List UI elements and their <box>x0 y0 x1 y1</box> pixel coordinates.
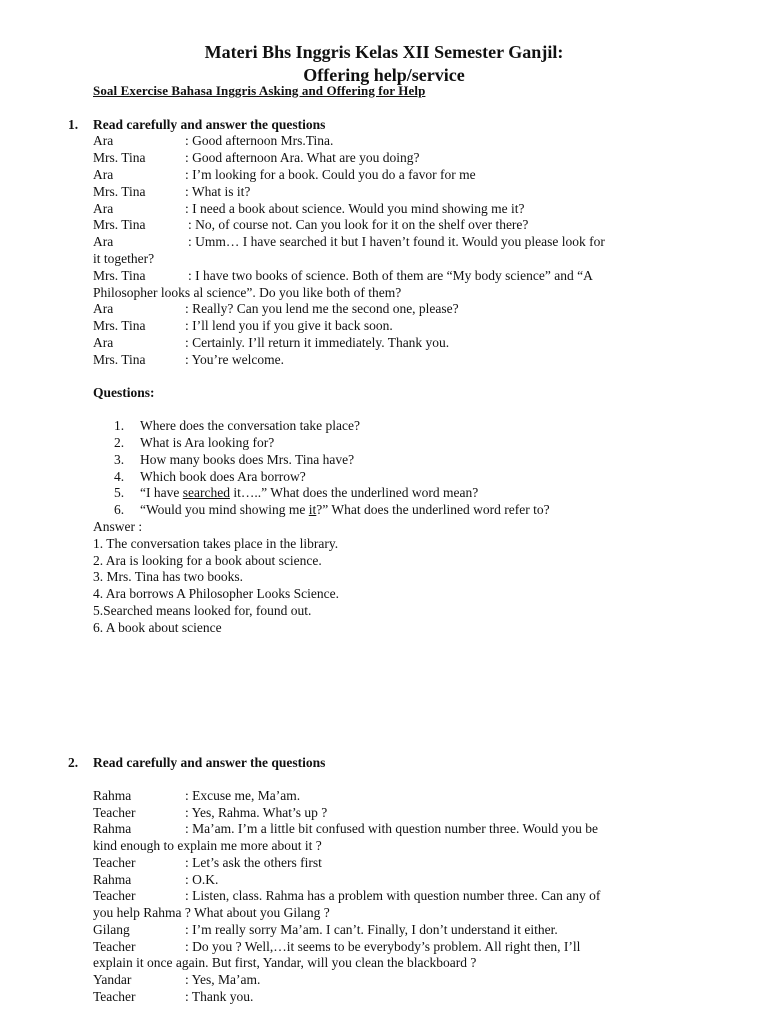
dialogue-speaker: Teacher <box>93 939 136 954</box>
answer-item: 5.Searched means looked for, found out. <box>93 603 312 618</box>
dialogue-speaker: Ara <box>93 133 114 148</box>
page-title-line2: Offering help/service <box>303 65 465 85</box>
dialogue-continuation: explain it once again. But first, Yandar, will you clean the blackboard ? <box>93 955 477 970</box>
answer-item: 4. Ara borrows A Philosopher Looks Science. <box>93 586 339 601</box>
dialogue-line: : I need a book about science. Would you mind showing me it? <box>185 201 525 216</box>
dialogue-line: : Certainly. I’ll return it immediately. Thank you. <box>185 335 450 350</box>
question-number: 4. <box>114 469 125 484</box>
dialogue-line: : Let’s ask the others first <box>185 855 322 870</box>
dialogue-line: : You’re welcome. <box>185 352 284 367</box>
question-number: 2. <box>114 435 125 450</box>
dialogue-speaker: Mrs. Tina <box>93 150 146 165</box>
dialogue-speaker: Teacher <box>93 805 136 820</box>
dialogue-line: : Good afternoon Mrs.Tina. <box>185 133 334 148</box>
dialogue-speaker: Mrs. Tina <box>93 217 146 232</box>
question-text-pre: “Would you mind showing me <box>140 502 309 517</box>
dialogue-line: : Listen, class. Rahma has a problem with question number three. Can any of <box>185 888 601 903</box>
dialogue-line: : Umm… I have searched it but I haven’t found it. Would you please look for <box>188 234 605 249</box>
answer-item: 6. A book about science <box>93 620 222 635</box>
question-number: 1. <box>114 418 125 433</box>
section-2-heading <box>68 755 325 771</box>
dialogue-line: : I have two books of science. Both of them are “My body science” and “A <box>188 268 593 283</box>
dialogue-speaker: Ara <box>93 167 114 182</box>
question-number: 6. <box>114 502 125 517</box>
dialogue-speaker: Yandar <box>93 972 132 987</box>
question-text-post: it…..” What does the underlined word mean? <box>229 485 479 500</box>
dialogue-speaker: Ara <box>93 335 114 350</box>
dialogue-continuation: it together? <box>93 251 155 266</box>
dialogue-line: : Excuse me, Ma’am. <box>185 788 301 803</box>
dialogue-continuation: Philosopher looks al science”. Do you like both of them? <box>93 285 402 300</box>
dialogue-line: : What is it? <box>185 184 251 199</box>
dialogue-line: : I’ll lend you if you give it back soon. <box>185 318 393 333</box>
dialogue-line: : Yes, Ma’am. <box>185 972 261 987</box>
dialogue-speaker: Teacher <box>93 888 136 903</box>
dialogue-line: : I’m really sorry Ma’am. I can’t. Finally, I don’t understand it either. <box>185 922 558 937</box>
section-1-heading-text: Read carefully and answer the questions <box>93 117 326 132</box>
question-text <box>140 485 478 501</box>
question-text: Where does the conversation take place? <box>140 418 361 433</box>
section-1-heading <box>68 117 325 133</box>
dialogue-speaker: Mrs. Tina <box>93 268 146 283</box>
question-text-post: ?” What does the underlined word refer to? <box>316 502 550 517</box>
question-text <box>140 502 550 518</box>
dialogue-speaker: Mrs. Tina <box>93 352 146 367</box>
questions-label: Questions: <box>93 385 155 400</box>
dialogue-speaker: Mrs. Tina <box>93 184 146 199</box>
dialogue-speaker: Rahma <box>93 788 132 803</box>
dialogue-line: : Good afternoon Ara. What are you doing? <box>185 150 420 165</box>
underlined-word: it <box>308 502 317 517</box>
dialogue-line: : Thank you. <box>185 989 254 1004</box>
dialogue-speaker: Ara <box>93 201 114 216</box>
section-2-number: 2. <box>68 755 79 770</box>
section-1-number: 1. <box>68 117 79 132</box>
dialogue-speaker: Teacher <box>93 989 136 1004</box>
dialogue-line: : Do you ? Well,…it seems to be everybody’s problem. All right then, I’ll <box>185 939 581 954</box>
dialogue-line: : No, of course not. Can you look for it on the shelf over there? <box>188 217 529 232</box>
question-text: How many books does Mrs. Tina have? <box>140 452 355 467</box>
dialogue-speaker: Rahma <box>93 872 132 887</box>
page-title-line1: Materi Bhs Inggris Kelas XII Semester Ganjil: <box>204 42 564 62</box>
dialogue-speaker: Ara <box>93 301 114 316</box>
question-text: What is Ara looking for? <box>140 435 275 450</box>
answer-item: 1. The conversation takes place in the library. <box>93 536 339 551</box>
dialogue-speaker: Rahma <box>93 821 132 836</box>
answer-item: 3. Mrs. Tina has two books. <box>93 569 244 584</box>
answer-item: 2. Ara is looking for a book about science. <box>93 553 322 568</box>
dialogue-line: : Really? Can you lend me the second one, please? <box>185 301 459 316</box>
answer-label: Answer : <box>93 519 143 534</box>
dialogue-speaker: Mrs. Tina <box>93 318 146 333</box>
dialogue-speaker: Teacher <box>93 855 136 870</box>
dialogue-continuation: you help Rahma ? What about you Gilang ? <box>93 905 330 920</box>
dialogue-speaker: Ara <box>93 234 114 249</box>
question-text: Which book does Ara borrow? <box>140 469 306 484</box>
dialogue-continuation: kind enough to explain me more about it ? <box>93 838 322 853</box>
dialogue-line: : O.K. <box>185 872 219 887</box>
underlined-word: searched <box>182 485 230 500</box>
dialogue-line: : Yes, Rahma. What’s up ? <box>185 805 328 820</box>
question-number: 5. <box>114 485 125 500</box>
section-2-heading-text: Read carefully and answer the questions <box>93 755 326 770</box>
question-number: 3. <box>114 452 125 467</box>
dialogue-line: : Ma’am. I’m a little bit confused with question number three. Would you be <box>185 821 598 836</box>
dialogue-line: : I’m looking for a book. Could you do a favor for me <box>185 167 476 182</box>
dialogue-speaker: Gilang <box>93 922 130 937</box>
page-subtitle: Soal Exercise Bahasa Inggris Asking and Offering for Help <box>93 83 426 98</box>
question-text-pre: “I have <box>140 485 183 500</box>
